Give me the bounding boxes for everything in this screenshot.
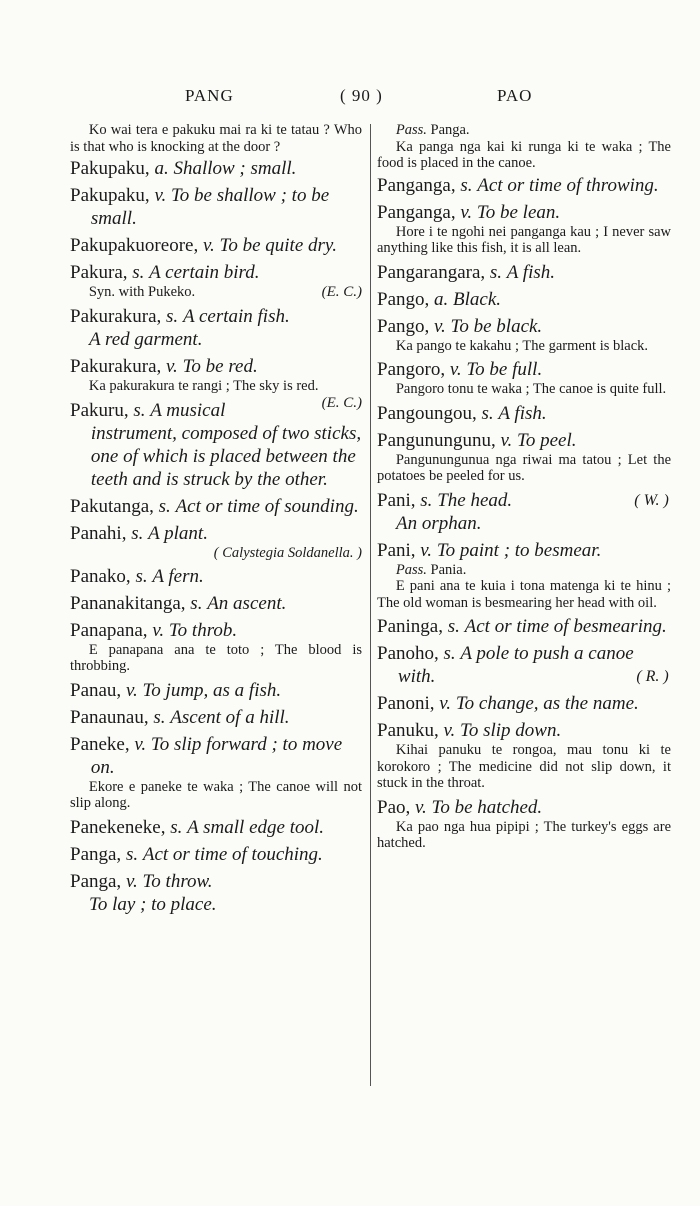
part-of-speech: v. <box>449 359 462 380</box>
headword: Panganga, <box>377 174 456 196</box>
dictionary-entry <box>377 402 671 425</box>
source-abbrev: ( W. ) <box>634 491 669 509</box>
definition: To slip down. <box>460 720 562 741</box>
headword: Panoho, <box>377 643 439 664</box>
definition: To change, as the name. <box>455 693 639 714</box>
definition: A fish. <box>506 261 556 283</box>
definition: To be red. <box>182 356 258 377</box>
part-of-speech: a. <box>154 158 169 179</box>
definition: Black. <box>453 288 502 310</box>
dictionary-entry <box>70 305 362 351</box>
headword: Panganga, <box>377 201 456 223</box>
headword: Panapana, <box>70 619 148 641</box>
source-abbrev: ( R. ) <box>636 668 669 685</box>
example-text: Hore i te ngohi nei panganga kau ; I never saw anything like this fish, it is all lean. <box>377 223 671 256</box>
dictionary-entry <box>377 692 671 715</box>
definition: To jump, as a fish. <box>142 679 282 701</box>
dictionary-entry <box>70 870 362 916</box>
definition-continued: An orphan. <box>396 512 482 534</box>
definition: Act or time of touching. <box>142 843 323 865</box>
headword: Pakura, <box>70 262 128 283</box>
running-head-right: PAO <box>497 86 533 105</box>
headword: Pananakitanga, <box>70 592 186 614</box>
headword: Panau, <box>70 679 122 701</box>
part-of-speech: a. <box>434 288 449 310</box>
headword: Pakurakura, <box>70 356 162 377</box>
headword: Pango, <box>377 288 430 310</box>
part-of-speech: s. <box>166 306 179 327</box>
dictionary-entry <box>70 261 362 301</box>
example-text: Pangoro tonu te waka ; The canoe is quite full. <box>395 381 667 397</box>
part-of-speech: v. <box>443 720 456 741</box>
example-text: Pangunungunua nga riwai ma tatou ; Let the potatoes be peeled for us. <box>377 451 671 484</box>
example-text: Ko wai tera e pakuku mai ra ki te tatau ? Who is that who is knocking at the door ? <box>70 122 362 155</box>
dictionary-entry <box>377 796 671 852</box>
dictionary-entry <box>70 184 362 230</box>
dictionary-entry <box>70 733 362 812</box>
headword: Panoni, <box>377 693 435 714</box>
definition: To throb. <box>168 619 238 641</box>
headword: Panako, <box>70 565 131 587</box>
dictionary-entry <box>377 174 671 197</box>
example-text: Ka panga nga kai ki runga ki te waka ; The food is placed in the canoe. <box>377 138 671 171</box>
part-of-speech: v. <box>460 201 473 223</box>
definition: A pole to push a canoe with. <box>397 643 634 687</box>
headword: Pangunungunu, <box>377 429 496 451</box>
page-header <box>0 86 700 110</box>
dictionary-entry <box>377 315 671 355</box>
page-number: ( 90 ) <box>340 86 383 105</box>
running-head-left: PANG <box>185 86 234 105</box>
headword: Pangoro, <box>377 359 446 380</box>
definition: To throw. <box>142 870 213 892</box>
definition: To paint ; to besmear. <box>436 539 602 561</box>
part-of-speech: s. <box>481 402 494 424</box>
part-of-speech: s. <box>153 706 166 728</box>
definition: Shallow ; small. <box>173 158 297 179</box>
dictionary-entry <box>70 234 362 257</box>
headword: Pakupaku, <box>70 185 150 206</box>
synonym-note: Syn. with Pukeko. <box>88 284 196 300</box>
dictionary-entry <box>377 261 671 284</box>
definition-continued: To lay ; to place. <box>89 893 217 915</box>
definition: A plant. <box>148 522 208 544</box>
botanical-name: ( Calystegia Soldanella. ) <box>213 544 362 561</box>
definition: A fish. <box>498 402 547 424</box>
dictionary-entry <box>70 679 362 702</box>
source-abbrev: (E. C.) <box>321 394 362 411</box>
definition: To be black. <box>450 315 543 337</box>
headword: Pani, <box>377 539 416 561</box>
part-of-speech: s. <box>158 495 171 517</box>
dictionary-entry <box>70 619 362 675</box>
dictionary-entry <box>377 288 671 311</box>
part-of-speech: s. <box>133 399 146 421</box>
passive-label: Pass. <box>395 561 427 578</box>
part-of-speech: v. <box>166 356 178 377</box>
headword: Pakupakuoreore, <box>70 235 199 256</box>
part-of-speech: s. <box>170 816 183 838</box>
part-of-speech: s. <box>443 643 456 664</box>
definition: Act or time of throwing. <box>477 174 659 196</box>
definition: Act or time of sounding. <box>175 495 359 517</box>
part-of-speech: s. <box>131 522 144 544</box>
headword: Panga, <box>70 870 122 892</box>
dictionary-entry <box>377 489 671 535</box>
dictionary-entry <box>70 522 362 561</box>
definition: Act or time of besmearing. <box>464 616 667 637</box>
source-abbrev: (E. C.) <box>321 284 362 300</box>
definition: To be lean. <box>476 201 561 223</box>
definition: A small edge tool. <box>187 816 324 838</box>
definition: To be hatched. <box>431 796 543 818</box>
headword: Pangarangara, <box>377 261 486 283</box>
example-text: Ka pango te kakahu ; The garment is black. <box>395 337 649 354</box>
definition: Ascent of a hill. <box>170 706 290 728</box>
passive-form: Panga. <box>430 122 470 138</box>
definition: A certain fish. <box>182 306 290 327</box>
part-of-speech: s. <box>190 592 203 614</box>
definition: The head. <box>437 489 513 511</box>
definition: To slip forward ; to move on. <box>90 733 343 778</box>
dictionary-entry <box>70 816 362 839</box>
definition: To be shallow ; to be small. <box>90 185 330 229</box>
headword: Pangoungou, <box>377 402 477 424</box>
definition-continued: A red garment. <box>89 329 203 350</box>
definition: To be quite dry. <box>219 235 338 256</box>
headword: Panga, <box>70 843 122 865</box>
headword: Pakupaku, <box>70 158 150 179</box>
dictionary-entry <box>377 539 671 612</box>
dictionary-entry <box>70 565 362 588</box>
left-column <box>70 122 362 920</box>
example-text: Ekore e paneke te waka ; The canoe will not slip along. <box>70 778 362 811</box>
part-of-speech: v. <box>500 429 513 451</box>
dictionary-entry <box>377 429 671 485</box>
definition: A certain bird. <box>149 262 260 283</box>
part-of-speech: s. <box>447 616 460 637</box>
passive-label: Pass. <box>395 122 427 138</box>
part-of-speech: s. <box>420 489 433 511</box>
example-text: Ka pao nga hua pipipi ; The turkey's eggs are hatched. <box>377 818 671 851</box>
headword: Pango, <box>377 315 430 337</box>
dictionary-entry <box>377 201 671 257</box>
dictionary-entry <box>377 642 671 688</box>
part-of-speech: s. <box>460 174 473 196</box>
headword: Paninga, <box>377 616 443 637</box>
example-text: E pani ana te kuia i tona matenga ki te hinu ; The old woman is besmearing her head with oil. <box>377 578 671 611</box>
dictionary-entry <box>70 592 362 615</box>
headword: Paneke, <box>70 733 130 755</box>
example-text: Ka pakurakura te rangi ; The sky is red. <box>88 378 319 394</box>
part-of-speech: v. <box>202 235 215 256</box>
right-column <box>377 122 671 856</box>
definition: A fern. <box>152 565 204 587</box>
passive-form: Pania. <box>430 561 467 578</box>
dictionary-entry <box>70 706 362 729</box>
definition: A musical instrument, composed of two sticks, one of which is placed between the teeth and is struck by the other. <box>90 399 362 490</box>
dictionary-entry <box>377 358 671 398</box>
part-of-speech: v. <box>420 539 433 561</box>
part-of-speech: v. <box>154 185 167 206</box>
definition: To be full. <box>466 359 543 380</box>
headword: Panekeneke, <box>70 816 166 838</box>
part-of-speech: s. <box>125 843 139 865</box>
headword: Panahi, <box>70 522 127 544</box>
part-of-speech: v. <box>152 619 165 641</box>
headword: Panaunau, <box>70 706 149 728</box>
example-text: Kihai panuku te rongoa, mau tonu ki te korokoro ; The medicine did not slip down, it stuck in the throat. <box>377 742 671 791</box>
headword: Pani, <box>377 489 416 511</box>
dictionary-entry <box>377 719 671 792</box>
example-text: E panapana ana te toto ; The blood is throbbing. <box>70 641 362 674</box>
headword: Pakutanga, <box>70 495 154 517</box>
part-of-speech: v. <box>125 870 138 892</box>
headword: Panuku, <box>377 720 439 741</box>
headword: Pakuru, <box>70 399 129 421</box>
column-divider <box>370 124 371 1086</box>
part-of-speech: v. <box>434 315 446 337</box>
dictionary-entry <box>70 495 362 518</box>
dictionary-entry <box>377 615 671 638</box>
part-of-speech: v. <box>415 796 427 818</box>
dictionary-entry <box>70 399 362 491</box>
part-of-speech: s. <box>489 261 503 283</box>
definition: An ascent. <box>207 592 287 614</box>
headword: Pakurakura, <box>70 306 162 327</box>
dictionary-entry <box>70 843 362 866</box>
definition: To peel. <box>517 429 577 451</box>
part-of-speech: v. <box>125 679 138 701</box>
part-of-speech: s. <box>135 565 148 587</box>
part-of-speech: s. <box>132 262 145 283</box>
dictionary-entry <box>70 157 362 180</box>
part-of-speech: v. <box>439 693 452 714</box>
part-of-speech: v. <box>134 733 147 755</box>
headword: Pao, <box>377 796 411 818</box>
